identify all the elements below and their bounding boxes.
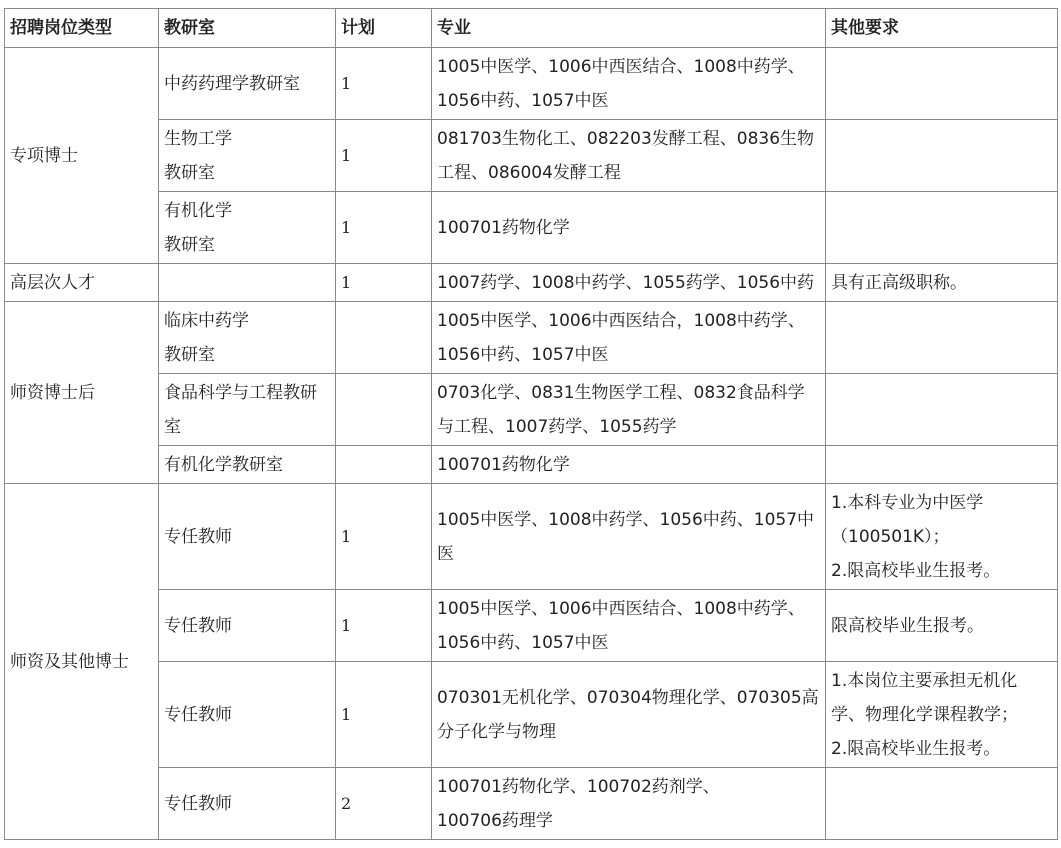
cell-line: 教研室 <box>164 234 215 255</box>
cell-line: 070301无机化学、070304物理化学、070305高 <box>437 687 819 708</box>
table-row <box>5 302 1058 374</box>
cell-line: 专任教师 <box>164 793 232 814</box>
major-cell <box>432 662 826 768</box>
cell-line: 100701药物化学 <box>437 217 570 238</box>
cell-line: 有机化学教研室 <box>164 454 283 475</box>
cell-line: 分子化学与物理 <box>437 721 556 742</box>
cell-line: 食品科学与工程教研 <box>164 382 317 403</box>
cell-line: 1005中医学、1008中药学、1056中药、1057中 <box>437 509 815 530</box>
cell-line: 工程、086004发酵工程 <box>437 162 621 183</box>
requirements-cell <box>826 302 1058 374</box>
requirements-cell <box>826 120 1058 192</box>
cell-line: 与工程、1007药学、1055药学 <box>437 416 677 437</box>
department-cell <box>159 302 336 374</box>
table-row <box>5 48 1058 120</box>
table-row <box>5 374 1058 446</box>
plan-cell: 2 <box>336 768 432 840</box>
cell-line: 室 <box>164 416 181 437</box>
cell-line: 具有正高级职称。 <box>831 272 967 293</box>
table-row <box>5 446 1058 484</box>
cell-line: 0703化学、0831生物医学工程、0832食品科学 <box>437 382 805 403</box>
plan-cell: 1 <box>336 192 432 264</box>
table-row <box>5 662 1058 768</box>
position-type-cell: 师资博士后 <box>5 302 159 484</box>
cell-line: 1056中药、1057中医 <box>437 90 609 111</box>
position-type-cell: 师资及其他博士 <box>5 484 159 840</box>
plan-cell <box>336 302 432 374</box>
department-cell <box>159 484 336 590</box>
cell-line: 100701药物化学 <box>437 454 570 475</box>
header-cell: 专业 <box>432 9 826 48</box>
cell-line: 1.本岗位主要承担无机化 <box>831 670 1018 691</box>
cell-line: 专任教师 <box>164 526 232 547</box>
cell-line: 1005中医学、1006中西医结合、1008中药学、 <box>437 598 805 619</box>
cell-line: 专任教师 <box>164 615 232 636</box>
position-type-cell: 高层次人才 <box>5 264 159 302</box>
cell-line: 教研室 <box>164 344 215 365</box>
requirements-cell <box>826 264 1058 302</box>
cell-line: 学、物理化学课程教学； <box>831 704 1018 725</box>
major-cell <box>432 48 826 120</box>
cell-line: 医 <box>437 543 454 564</box>
major-cell <box>432 484 826 590</box>
position-type-cell: 专项博士 <box>5 48 159 264</box>
requirements-cell <box>826 768 1058 840</box>
plan-cell: 1 <box>336 590 432 662</box>
cell-line: 081703生物化工、082203发酵工程、0836生物 <box>437 128 815 149</box>
major-cell <box>432 120 826 192</box>
cell-line: 教研室 <box>164 162 215 183</box>
plan-cell: 1 <box>336 264 432 302</box>
cell-line: 100701药物化学、100702药剂学、 <box>437 776 720 797</box>
department-cell <box>159 446 336 484</box>
major-cell <box>432 374 826 446</box>
table-row <box>5 192 1058 264</box>
cell-line: 2.限高校毕业生报考。 <box>831 560 1001 581</box>
department-cell <box>159 768 336 840</box>
department-cell <box>159 590 336 662</box>
cell-line: 临床中药学 <box>164 310 249 331</box>
requirements-cell <box>826 192 1058 264</box>
major-cell <box>432 446 826 484</box>
requirements-cell <box>826 662 1058 768</box>
department-cell <box>159 374 336 446</box>
cell-line: 1.本科专业为中医学 <box>831 492 984 513</box>
requirements-cell <box>826 446 1058 484</box>
major-cell <box>432 590 826 662</box>
header-cell: 招聘岗位类型 <box>5 9 159 48</box>
header-cell: 其他要求 <box>826 9 1058 48</box>
table-row <box>5 768 1058 840</box>
major-cell <box>432 192 826 264</box>
department-cell <box>159 264 336 302</box>
requirements-cell <box>826 484 1058 590</box>
plan-cell: 1 <box>336 484 432 590</box>
table-row <box>5 590 1058 662</box>
plan-cell: 1 <box>336 48 432 120</box>
cell-line: 中药药理学教研室 <box>164 73 300 94</box>
requirements-cell <box>826 48 1058 120</box>
cell-line: 1005中医学、1006中西医结合，1008中药学、 <box>437 310 805 331</box>
cell-line: 生物工学 <box>164 128 232 149</box>
department-cell <box>159 48 336 120</box>
plan-cell: 1 <box>336 662 432 768</box>
plan-cell <box>336 374 432 446</box>
cell-line: 100706药理学 <box>437 810 553 831</box>
cell-line: （100501K）； <box>831 526 950 547</box>
department-cell <box>159 662 336 768</box>
recruitment-table <box>4 8 1058 840</box>
major-cell <box>432 264 826 302</box>
header-cell: 教研室 <box>159 9 336 48</box>
table-row <box>5 484 1058 590</box>
cell-line: 限高校毕业生报考。 <box>831 615 984 636</box>
major-cell <box>432 768 826 840</box>
requirements-cell <box>826 374 1058 446</box>
cell-line: 1005中医学、1006中西医结合、1008中药学、 <box>437 56 805 77</box>
plan-cell: 1 <box>336 120 432 192</box>
header-row <box>5 9 1058 48</box>
header-cell: 计划 <box>336 9 432 48</box>
table-row <box>5 264 1058 302</box>
cell-line: 1007药学、1008中药学、1055药学、1056中药 <box>437 272 815 293</box>
cell-line: 2.限高校毕业生报考。 <box>831 738 1001 759</box>
cell-line: 1056中药、1057中医 <box>437 344 609 365</box>
cell-line: 有机化学 <box>164 200 232 221</box>
table-row <box>5 120 1058 192</box>
requirements-cell <box>826 590 1058 662</box>
plan-cell <box>336 446 432 484</box>
cell-line: 1056中药、1057中医 <box>437 632 609 653</box>
department-cell <box>159 192 336 264</box>
department-cell <box>159 120 336 192</box>
cell-line: 专任教师 <box>164 704 232 725</box>
major-cell <box>432 302 826 374</box>
